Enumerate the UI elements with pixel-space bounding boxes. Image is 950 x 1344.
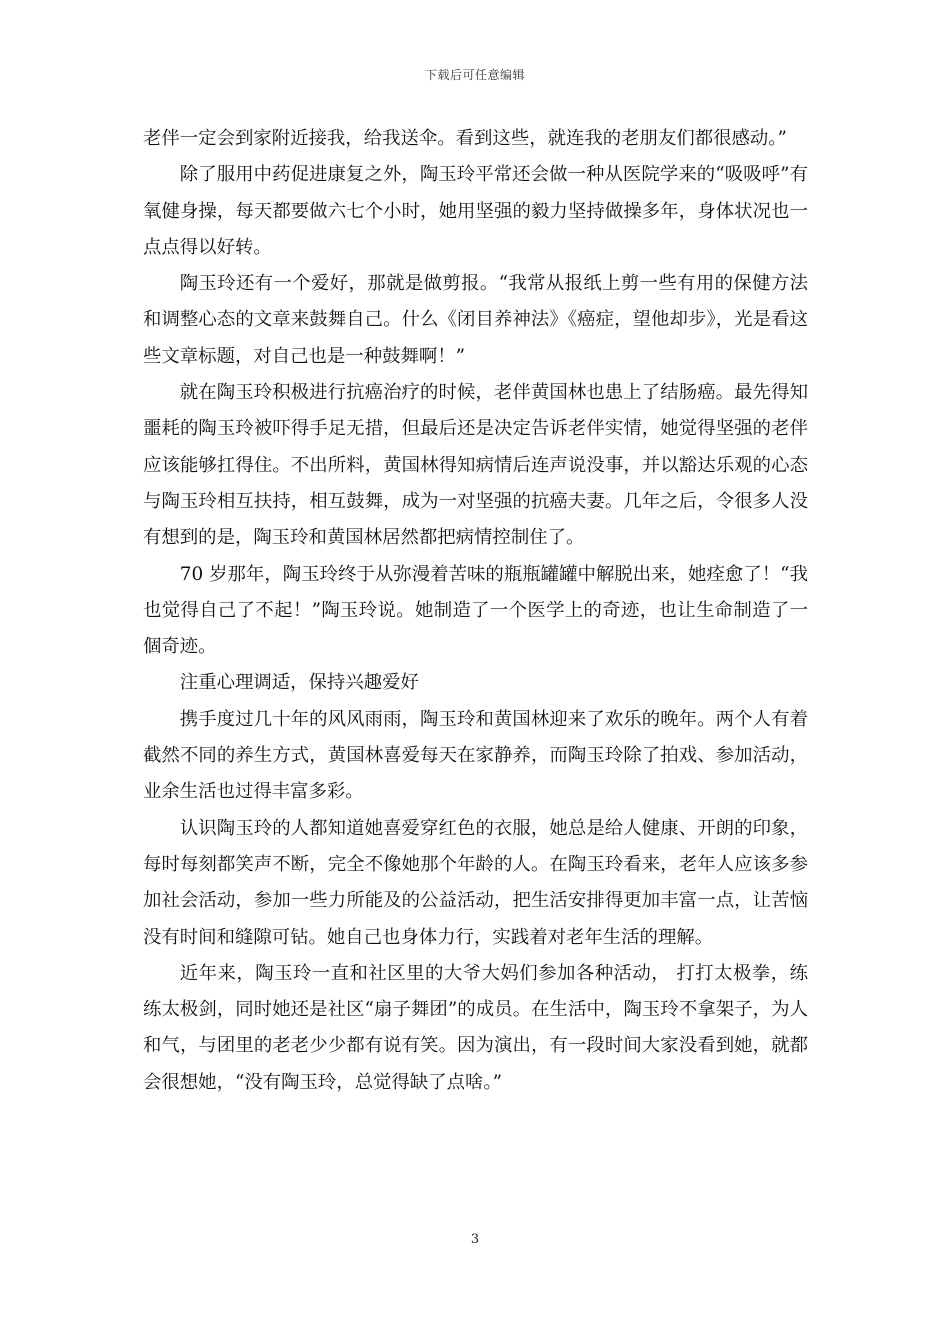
section-heading: 注重心理调适，保持兴趣爱好 (179, 672, 419, 694)
page-header: 下载后可任意编辑 (424, 68, 525, 82)
paragraph: 陶玉玲还有一个爱好，那就是做剪报。“我常从报纸上剪一些有用的保健方法和调整心态的文章来鼓舞自己。什么《闭目养神法》《癌症，望他却步》，光是看这些文章标题，对自己也是一种鼓舞啊！” (143, 273, 808, 367)
paragraph: 70 岁那年，陶玉玲终于从弥漫着苦味的瓶瓶罐罐中解脱出来，她痊愈了！“我也觉得自己了不起！”陶玉玲说。她制造了一个医学上的奇迹，也让生命制造了一個奇迹。 (143, 563, 808, 658)
paragraph: 近年来，陶玉玲一直和社区里的大爷大妈们参加各种活动， 打打太极拳，练练太极剑，同时她还是社区“扇子舞团”的成员。在生活中，陶玉玲不拿架子，为人和气，与团里的老老少少都有说有笑。因为演出，有一段时间大家没看到她，就都会很想她，“没有陶玉玲，总觉得缺了点啥。” (143, 962, 808, 1093)
paragraph-continuation: 老伴一定会到家附近接我，给我送伞。看到这些，就连我的老朋友们都很感动。” (143, 128, 787, 149)
document-body (143, 121, 808, 1101)
page-number: 3 (470, 1232, 480, 1247)
paragraph: 认识陶玉玲的人都知道她喜爱穿红色的衣服，她总是给人健康、开朗的印象，每时每刻都笑声不断，完全不像她那个年龄的人。在陶玉玲看来，老年人应该多参加社会活动，参加一些力所能及的公益活动，把生活安排得更加丰富一点，让苦恼没有时间和缝隙可钻。她自己也身体力行，实践着对老年生活的理解。 (143, 817, 808, 948)
paragraph: 除了服用中药促进康复之外，陶玉玲平常还会做一种从医院学来的“吸吸呼”有氧健身操，每天都要做六七个小时，她用坚强的毅力坚持做操多年，身体状况也一点点得以好转。 (143, 164, 808, 258)
paragraph: 携手度过几十年的风风雨雨，陶玉玲和黄国林迎来了欢乐的晚年。两个人有着截然不同的养生方式，黄国林喜爱每天在家静养，而陶玉玲除了拍戏、参加活动，业余生活也过得丰富多彩。 (143, 708, 808, 803)
paragraph: 就在陶玉玲积极进行抗癌治疗的时候，老伴黄国林也患上了结肠癌。最先得知噩耗的陶玉玲被吓得手足无措，但最后还是决定告诉老伴实情，她觉得坚强的老伴应该能够扛得住。不出所料，黄国林得知病情后连声说没事，并以豁达乐观的心态与陶玉玲相互扶持，相互鼓舞，成为一对坚强的抗癌夫妻。几年之后，令很多人没有想到的是，陶玉玲和黄国林居然都把病情控制住了。 (143, 382, 808, 549)
